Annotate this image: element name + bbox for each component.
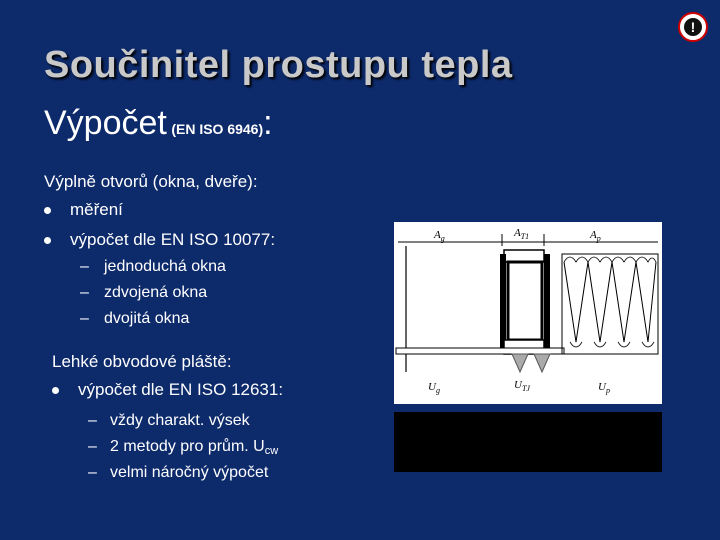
bullet-icon (52, 387, 59, 394)
bullet-icon (44, 237, 51, 244)
subtitle-main: Výpočet (44, 104, 167, 142)
subtitle-colon: : (263, 104, 273, 142)
dash-marker: – (80, 258, 89, 275)
label-ap: $A_p$ (590, 229, 601, 243)
black-image-placeholder (394, 412, 662, 472)
dash-marker: – (88, 412, 97, 429)
section1-bullet-1: měření (70, 200, 123, 219)
section1-subitem-1: jednoduchá okna (104, 258, 226, 275)
diagram-svg (394, 222, 662, 404)
label-at1: $A_{T1}$ (514, 227, 530, 241)
bullet-icon (44, 207, 51, 214)
section2-bullet-1: výpočet dle EN ISO 12631: (78, 380, 284, 399)
dash-marker: – (88, 438, 97, 455)
dash-marker: – (80, 310, 89, 327)
slide-title: Součinitel prostupu tepla (44, 44, 513, 86)
window-frame-diagram (394, 222, 662, 404)
dash-marker: – (88, 464, 97, 481)
label-ag: $A_g$ (434, 229, 445, 243)
section1-bullet-2: výpočet dle EN ISO 10077: (70, 230, 276, 249)
section1-heading: Výplně otvorů (okna, dveře): (44, 172, 258, 191)
section1-subitem-2: zdvojená okna (104, 284, 208, 301)
dash-marker: – (80, 284, 89, 301)
label-up: $U_p$ (598, 381, 610, 395)
section2-subitem-2: 2 metody pro prům. $U_{cw}$ (110, 438, 279, 457)
section2-subitem-1: vždy charakt. výsek (110, 412, 250, 429)
section1-subitem-3: dvojitá okna (104, 310, 190, 327)
label-ug: $U_g$ (428, 381, 440, 395)
exclamation-warning-icon[interactable]: ! (678, 12, 708, 42)
ucw-subscript: cw (264, 445, 279, 457)
label-utj: $U_{TJ}$ (514, 379, 530, 393)
slide-subtitle (44, 104, 273, 143)
section2-heading: Lehké obvodové pláště: (52, 352, 232, 371)
subtitle-standard: (EN ISO 6946) (171, 121, 264, 137)
section2-subitem-3: velmi náročný výpočet (110, 464, 269, 481)
